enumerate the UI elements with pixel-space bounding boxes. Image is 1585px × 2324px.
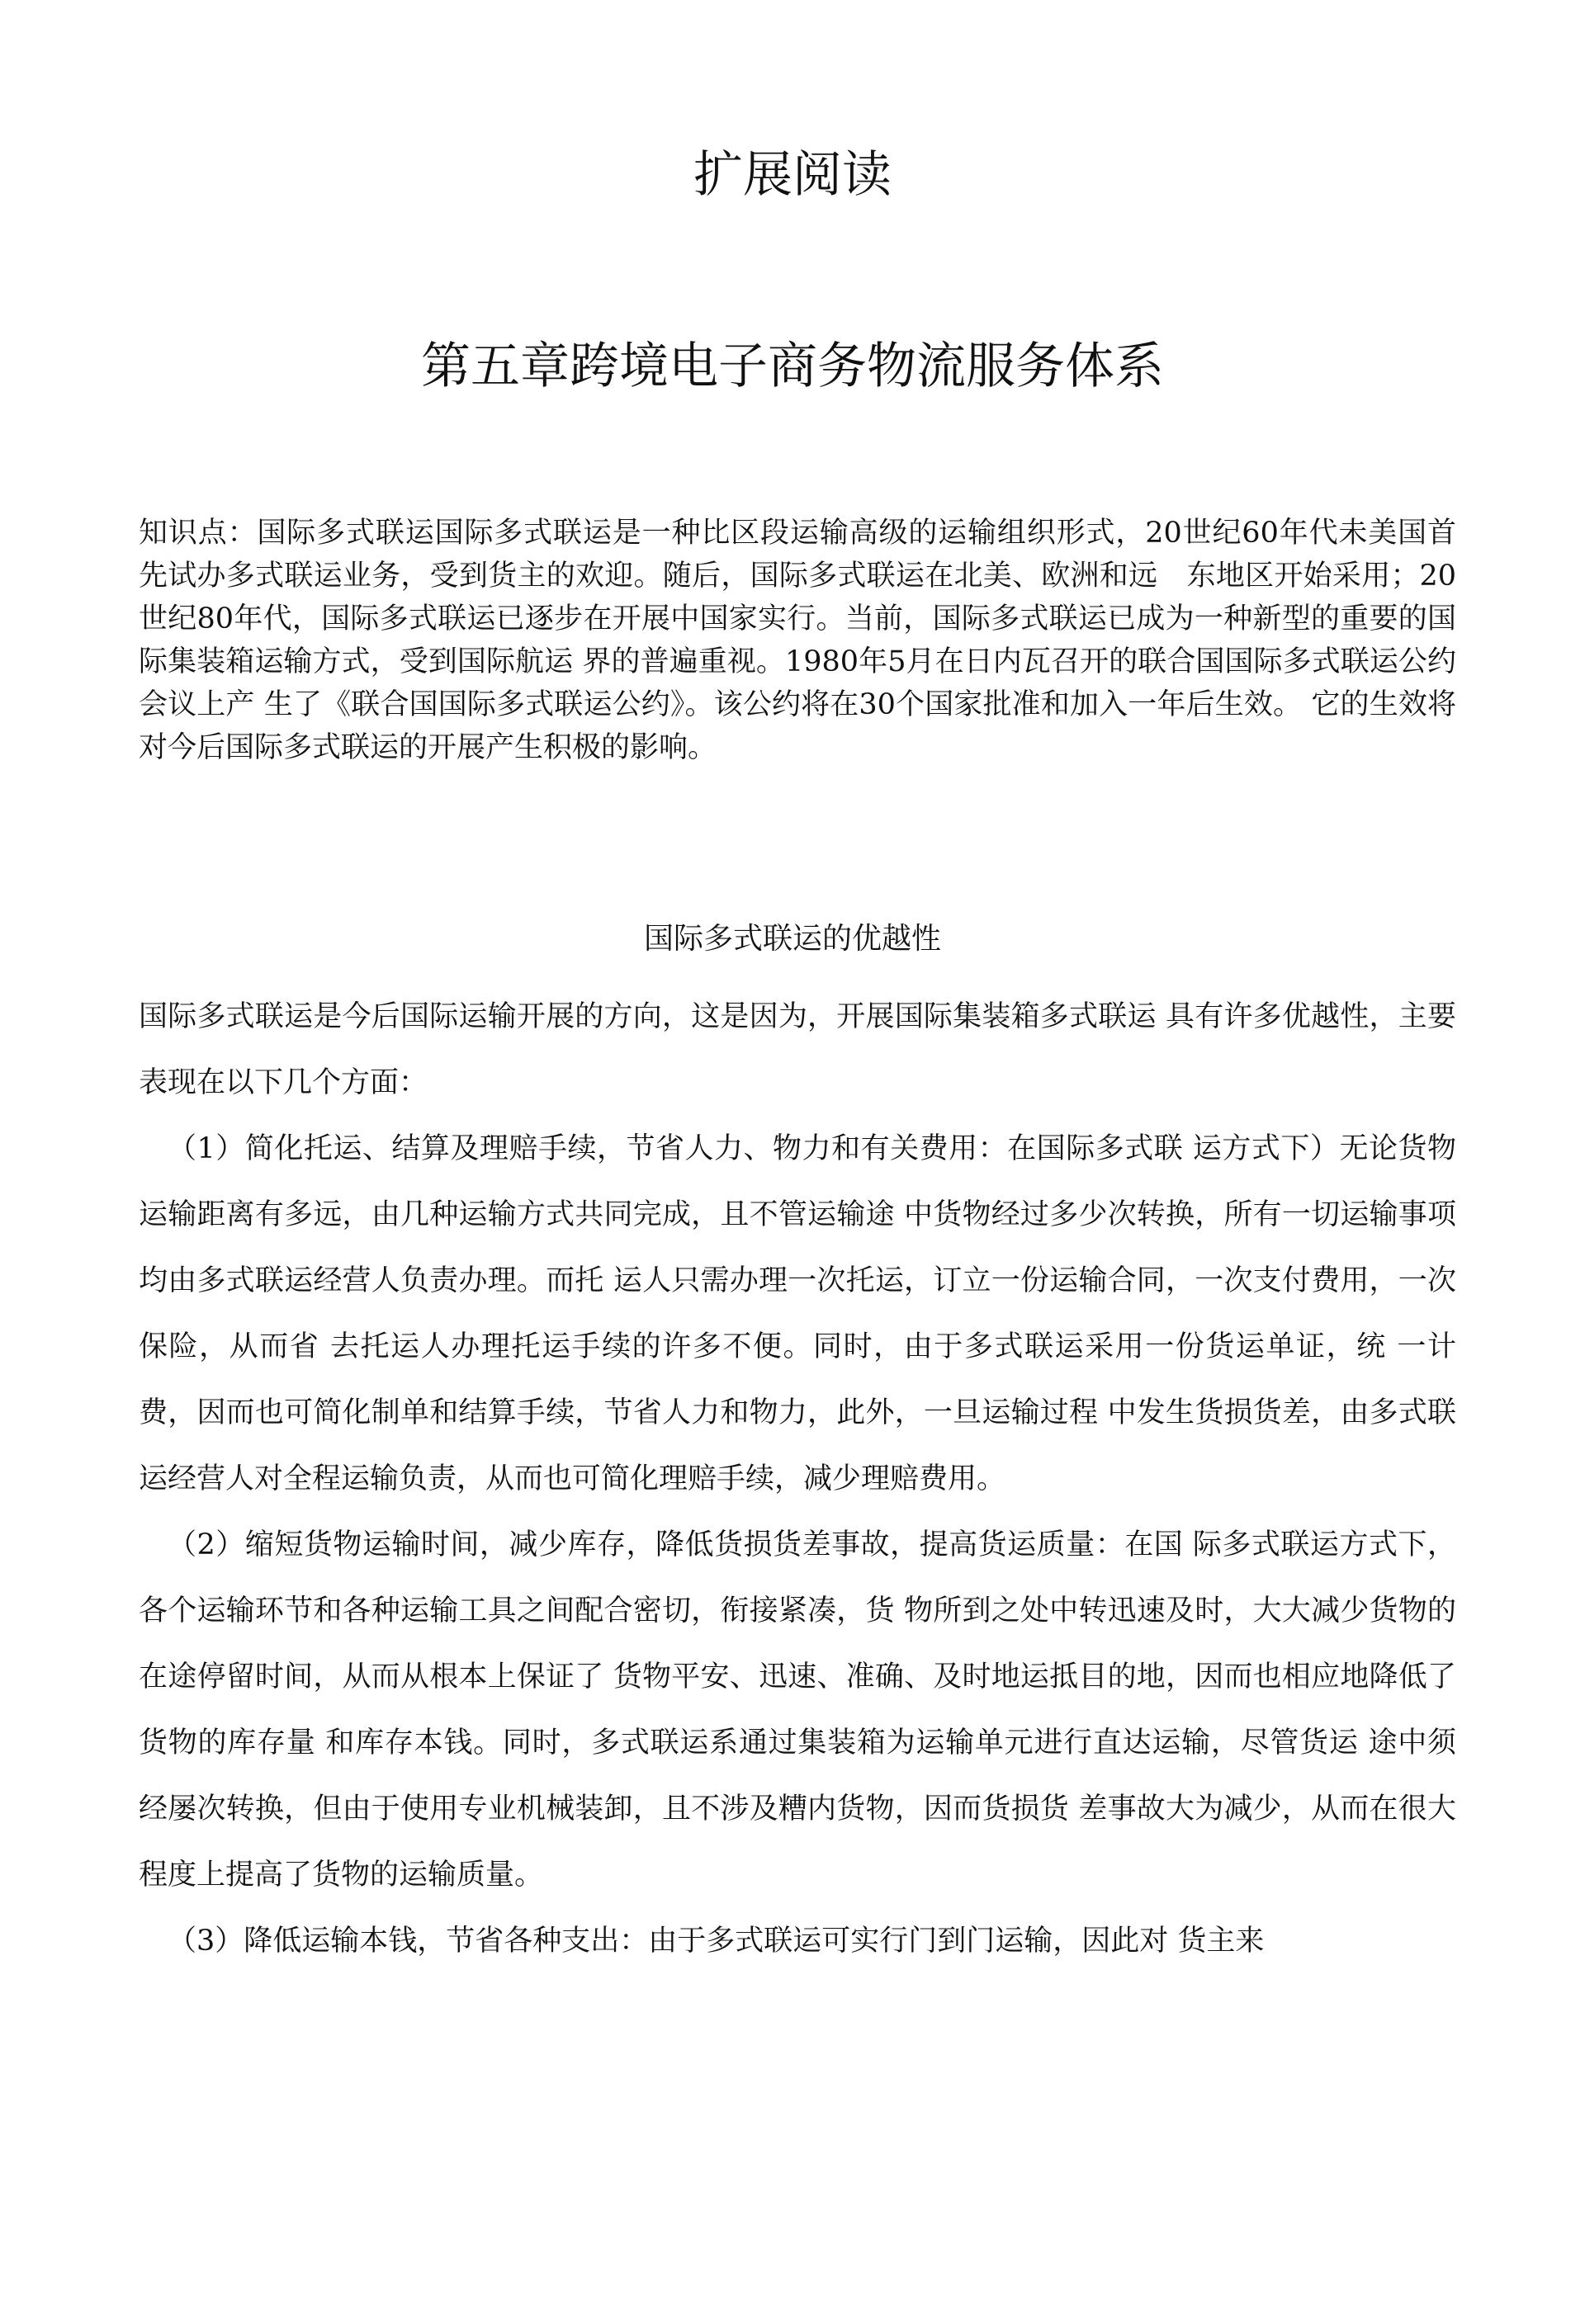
chapter-title: 第五章跨境电子商务物流服务体系 bbox=[421, 338, 1164, 395]
page-title: 扩展阅读 bbox=[693, 146, 892, 204]
intro-paragraph: 国际多式联运是今后国际运输开展的方向，这是因为，开展国际集装箱多式联运 具有许多优越性，主要表现在以下几个方面： bbox=[139, 1000, 1456, 1099]
advantage-item-1: （1）简化托运、结算及理赔手续，节省人力、物力和有关费用：在国际多式联 运方式下）无论货物运输距离有多远，由几种运输方式共同完成，且不管运输途 中货物经过多少次转换，所有一切运输事项均由多式联运经营人负责办理。而托 运人只需办理一次托运，订立一份运输合同，一次支付费用，一次保险，从而省 去托运人办理托运手续的许多不便。同时，由于多式联运采用一份货运单证，统 一计费，因而也可简化制单和结算手续，节省人力和物力，此外，一旦运输过程 中发生货损货差，由多式联运经营人对全程运输负责，从而也可简化理赔手续，减少理赔费用。 bbox=[139, 1132, 1456, 1495]
advantage-item-2: （2）缩短货物运输时间，减少库存，降低货损货差事故，提高货运质量：在国 际多式联运方式下，各个运输环节和各种运输工具之间配合密切，衔接紧凑，货 物所到之处中转迅速及时，大大减少货物的在途停留时间，从而从根本上保证了 货物平安、迅速、准确、及时地运抵目的地，因而也相应地降低了货物的库存量 和库存本钱。同时，多式联运系通过集装箱为运输单元进行直达运输，尽管货运 途中须经屡次转换，但由于使用专业机械装卸，且不涉及糟内货物，因而货损货 差事故大为减少，从而在很大程度上提高了货物的运输质量。 bbox=[139, 1528, 1456, 1892]
advantage-item-3: （3）降低运输本钱，节省各种支出：由于多式联运可实行门到门运输，因此对 货主来 bbox=[168, 1925, 1265, 1958]
section-body bbox=[139, 984, 1456, 1974]
knowledge-point-paragraph: 知识点：国际多式联运国际多式联运是一种比区段运输高级的运输组织形式，20世纪60年代未美国首 先试办多式联运业务，受到货主的欢迎。随后，国际多式联运在北美、欧洲和远 东地区开始采用；20世纪80年代，国际多式联运已逐步在开展中国家实行。当前，国际多式联运已成为一种新型的重要的国际集装箱运输方式，受到国际航运 界的普遍重视。1980年5月在日内瓦召开的联合国国际多式联运公约会议上产 生了《联合国国际多式联运公约》。该公约将在30个国家批准和加入一年后生效。 它的生效将对今后国际多式联运的开展产生积极的影响。 bbox=[139, 517, 1456, 764]
section-heading: 国际多式联运的优越性 bbox=[643, 922, 941, 956]
